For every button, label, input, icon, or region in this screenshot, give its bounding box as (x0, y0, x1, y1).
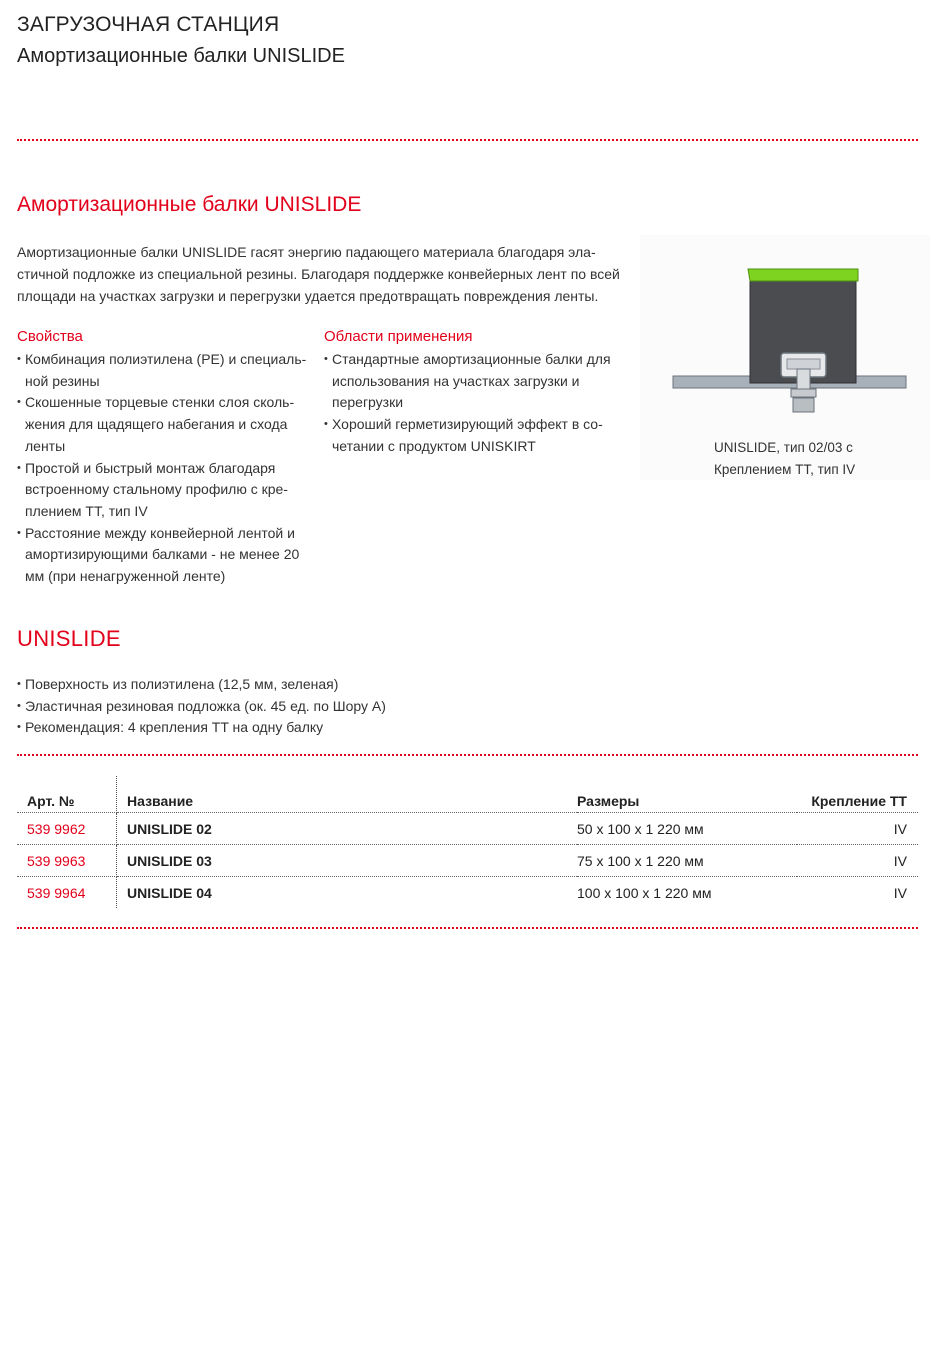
list-item: • Рекомендация: 4 крепления TT на одну балку (17, 717, 617, 739)
product-table (17, 776, 918, 908)
list-item-line: мм (при ненагруженной ленте) (25, 568, 226, 585)
art-number: 539 9963 (17, 845, 117, 877)
properties-list (17, 349, 317, 588)
product-size: 75 x 100 x 1 220 мм (577, 845, 797, 877)
intro-line: площади на участках загрузки и перегрузки удается предотвращать повреждения ленты. (17, 288, 599, 304)
col-header-art: Арт. № (17, 776, 117, 813)
mount-inner (787, 359, 820, 369)
product-name: UNISLIDE 03 (117, 845, 578, 877)
intro-line: стичной подложке из специальной резины. Благодаря поддержке конвейерных лент по всей (17, 266, 620, 282)
mount-type: IV (893, 884, 907, 901)
unislide-cross-section-image (640, 235, 930, 435)
mount-type: IV (797, 845, 918, 877)
list-item: • Эластичная резиновая подложка (ок. 45 ед. по Шору А) (17, 696, 617, 718)
category-title: ЗАГРУЗОЧНАЯ СТАНЦИЯ (17, 13, 280, 36)
caption-line: UNISLIDE, тип 02/03 с (714, 440, 853, 455)
mount-type: IV (797, 813, 918, 845)
section-title: Амортизационные балки UNISLIDE (17, 193, 362, 216)
product-name: UNISLIDE 04 (127, 884, 212, 901)
list-item-line: • Хороший герметизирующий эффект в со- (332, 416, 603, 433)
properties-heading: Свойства (17, 328, 83, 345)
table-row (17, 813, 918, 845)
list-item (17, 523, 317, 588)
list-item-line: • Стандартные амортизационные балки для (332, 351, 611, 367)
intro-line: Амортизационные балки UNISLIDE гасят энергию падающего материала благодаря эла- (17, 244, 596, 260)
list-item (324, 349, 624, 414)
divider (17, 139, 918, 141)
list-item-line: перегрузки (332, 394, 404, 411)
figure-caption (714, 437, 884, 480)
list-item-line: • Расстояние между конвейерной лентой и (25, 524, 295, 541)
art-number: 539 9962 (17, 813, 117, 845)
table-row (17, 877, 918, 909)
list-item-line: жения для щадящего набегания и схода (25, 416, 288, 433)
col-header-size: Размеры (577, 776, 797, 813)
list-item (17, 392, 317, 457)
art-number: 539 9964 (17, 877, 117, 909)
list-item (324, 414, 624, 457)
col-header-name: Название (117, 776, 578, 813)
list-item-line: плением TT, тип IV (25, 502, 148, 519)
list-item-line: использования на участках загрузки и (332, 372, 580, 389)
washer (791, 389, 816, 397)
table-row (17, 845, 918, 877)
product-size: 100 x 100 x 1 220 мм (577, 884, 712, 901)
unislide-title: UNISLIDE (17, 626, 121, 651)
divider (17, 754, 918, 756)
intro-paragraph (17, 241, 627, 307)
list-item: • Поверхность из полиэтилена (12,5 мм, зеленая) (17, 674, 617, 696)
product-size: 50 x 100 x 1 220 мм (577, 813, 797, 845)
pe-top-layer (748, 269, 858, 281)
page-subtitle: Амортизационные балки UNISLIDE (17, 45, 345, 67)
list-item (17, 349, 317, 392)
col-header-mount: Крепление TT (797, 776, 918, 813)
nut (793, 398, 814, 412)
list-item-line: встроенному стальному профилю с кре- (25, 481, 288, 498)
unislide-features (17, 674, 617, 739)
list-item-line: • Комбинация полиэтилена (PE) и специаль- (25, 351, 307, 367)
applications-list (324, 349, 624, 458)
list-item-line: амортизирующими балками - не менее 20 (25, 546, 300, 563)
divider (17, 927, 918, 929)
list-item-line: четании с продуктом UNISKIRT (332, 437, 536, 454)
table-header-row (17, 776, 918, 813)
list-item-line: ленты (25, 437, 66, 454)
caption-line: Креплением TT, тип IV (714, 461, 856, 477)
product-name: UNISLIDE 02 (117, 813, 578, 845)
list-item-line: • Простой и быстрый монтаж благодаря (25, 459, 276, 476)
list-item-line: • Скошенные торцевые стенки слоя сколь- (25, 394, 295, 411)
list-item-line: ной резины (25, 372, 100, 389)
applications-heading: Области применения (324, 328, 473, 345)
list-item (17, 458, 317, 523)
